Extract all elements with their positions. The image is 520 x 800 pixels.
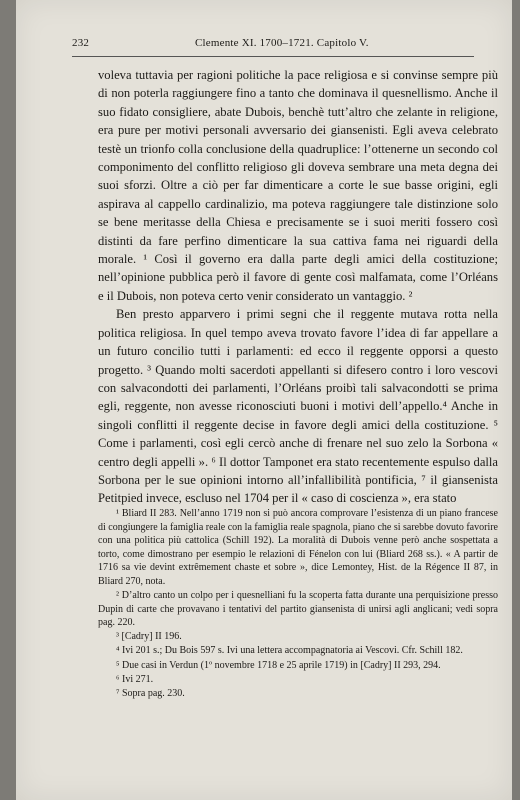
footnote-2: ² D’altro canto un colpo per i quesnelliani fu la scoperta fatta durante una perquisizione presso Dupin di carte che provavano i tentativi del partito giansenista di unirsi agli anglicani; vedi sopra pag. 220.	[98, 590, 498, 629]
book-page	[16, 0, 512, 800]
running-title: Clemente XI. 1700–1721. Capitolo V.	[195, 37, 369, 49]
header-rule	[72, 56, 474, 57]
footnote-6: ⁶ Ivi 271.	[116, 673, 154, 685]
footnotes	[98, 507, 498, 701]
footnote-7: ⁷ Sopra pag. 230.	[116, 687, 185, 699]
paragraph-continued: voleva tuttavia per ragioni politiche la pace religiosa e si convinse sempre più di non poterla raggiungere fino a tanto che dominava il quesnellismo. Anche il suo fidato consigliere, abate Dubois, benchè tutt’altro che zelante in religione, era pure per motivi personali avversario dei giansenisti. Egli aveva celebrato testè un trionfo colla conclusione della quadruplice: l’ottenerne un secondo col componimento del conflitto religioso gli doveva sembrare una meta degna dei suoi sforzi. Oltre a ciò per far dimenticare a corte le sue basse origini, egli aspirava al cappello cardinalizio, ma poteva raggiungere tale distinzione solo se bene meritasse della Chiesa e precisamente se i suoi meriti fossero così distinti da fare perfino dimenticare la sua cattiva fama nei riguardi della morale. ¹ Così il governo era dalla parte degli amici della costituzione; nell’opinione pubblica però il favore di gente così malfamata, come l’Orléans e il Dubois, non poteva certo venir considerato un vantaggio. ²	[98, 68, 498, 303]
paragraph: Ben presto apparvero i primi segni che il reggente mutava rotta nella politica religiosa. In quel tempo aveva trovato favore l’idea di far appellare a un futuro concilio tutti i parlamenti: ed ecco il reggente opporsi a questo progetto. ³ Quando molti sacerdoti appellanti si difesero contro i loro vescovi con salvacondotti dei parlamenti, l’Orléans proibì tali salvacondotti se prima egli, reggente, non avesse riconosciuti buoni i motivi dell’appello.⁴ Anche in singoli conflitti il reggente decise in favore degli amici della costituzione. ⁵ Come i parlamenti, così egli cercò anche di frenare nel suo zelo la Sorbona « centro degli appelli ». ⁶ Il dottor Tamponet era stato recentemente espulso dalla Sorbona per le sue opinioni intorno all’infallibilità pontificia, ⁷ il giansenista Petitpied invece, escluso nel 1704 per il « caso di coscienza », era stato	[98, 307, 498, 506]
footnote-3: ³ [Cadry] II 196.	[116, 631, 182, 643]
footnote-1: ¹ Bliard II 283. Nell’anno 1719 non si può ancora comprovare l’esistenza di un piano francese di congiungere la famiglia reale con la famiglia reale spagnola, piano che si sarebbe dovuto favorire con una politica più cattolica (Schill 192). La moralità di Dubois venne però anche sospettata a torto, come dimostrano per esempio le relazioni di Fénelon con lui (Bliard 268 ss.). « A partir de 1716 sa vie devint extrêmement chaste et sobre », dice Lemontey, Hist. de la Régence II 87, in Bliard 270, nota.	[98, 508, 498, 587]
running-header	[72, 37, 472, 53]
footnote-5: ⁵ Due casi in Verdun (1º novembre 1718 e 25 aprile 1719) in [Cadry] II 293, 294.	[116, 659, 441, 671]
page-number: 232	[72, 37, 90, 49]
footnote-4: ⁴ Ivi 201 s.; Du Bois 597 s. Ivi una lettera accompagnatoria ai Vescovi. Cfr. Schill 182.	[116, 645, 463, 657]
main-text	[98, 66, 498, 508]
